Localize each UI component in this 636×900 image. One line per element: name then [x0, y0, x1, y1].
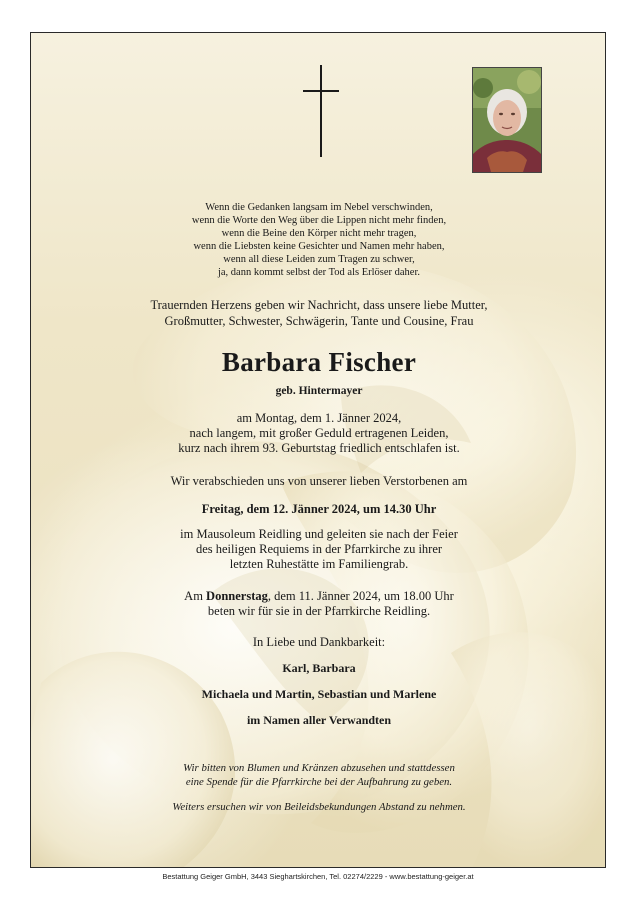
prayer-line-2: beten wir für sie in der Pfarrkirche Reidling.: [207, 604, 431, 618]
funeral-details-line: im Mausoleum Reidling und geleiten sie nach der Feier: [180, 527, 458, 541]
request-line: eine Spende für die Pfarrkirche bei der Aufbahrung zu geben.: [185, 776, 453, 788]
poem-line: Wenn die Gedanken langsam im Nebel verschwinden,: [205, 202, 433, 213]
poem-line: wenn die Liebsten keine Gesichter und Namen mehr haben,: [193, 241, 445, 252]
condolence-note: Weiters ersuchen wir von Beileidsbekundungen Abstand zu nehmen.: [172, 801, 466, 813]
funeral-date: Freitag, dem 12. Jänner 2024, um 14.30 Uhr: [201, 502, 437, 516]
prayer-line-1: Am Donnerstag, dem 11. Jänner 2024, um 18.00 Uhr: [184, 589, 454, 603]
poem-line: wenn all diese Leiden zum Tragen zu schwer,: [223, 254, 415, 265]
obituary-card: [30, 32, 606, 868]
request-line: Wir bitten von Blumen und Kränzen abzusehen und stattdessen: [183, 762, 455, 774]
death-notice-line: nach langem, mit großer Geduld ertragenen Leiden,: [189, 426, 449, 440]
funeral-details-line: des heiligen Requiems in der Pfarrkirche zu ihrer: [195, 542, 443, 556]
poem-line: wenn die Worte den Weg über die Lippen nicht mehr finden,: [191, 215, 447, 226]
funeral-home-footer: Bestattung Geiger GmbH, 3443 Sieghartskirchen, Tel. 02274/2229 - www.bestattung-geiger.at: [162, 872, 474, 881]
mourner-line: Michaela und Martin, Sebastian und Marlene: [201, 687, 437, 701]
mourner-line: Karl, Barbara: [282, 661, 356, 675]
poem-line: ja, dann kommt selbst der Tod als Erlöser daher.: [217, 267, 421, 278]
funeral-details-line: letzten Ruhestätte im Familiengrab.: [229, 557, 409, 571]
birth-name: geb. Hintermayer: [275, 385, 363, 397]
announcement-line: Trauernden Herzens geben wir Nachricht, dass unsere liebe Mutter,: [150, 298, 488, 312]
cross-icon: [303, 65, 339, 157]
death-notice-line: am Montag, dem 1. Jänner 2024,: [236, 411, 402, 425]
poem-line: wenn die Beine den Körper nicht mehr tragen,: [221, 228, 417, 239]
portrait-photo: [472, 67, 542, 173]
prayer-day: Donnerstag: [206, 589, 268, 603]
announcement-line: Großmutter, Schwester, Schwägerin, Tante und Cousine, Frau: [164, 314, 474, 328]
mourner-line: im Namen aller Verwandten: [246, 713, 392, 727]
farewell-intro: Wir verabschieden uns von unserer lieben Verstorbenen am: [170, 474, 468, 488]
deceased-name: Barbara Fischer: [221, 347, 417, 377]
closing-line: In Liebe und Dankbarkeit:: [252, 635, 386, 649]
death-notice-line: kurz nach ihrem 93. Geburtstag friedlich entschlafen ist.: [178, 441, 460, 455]
